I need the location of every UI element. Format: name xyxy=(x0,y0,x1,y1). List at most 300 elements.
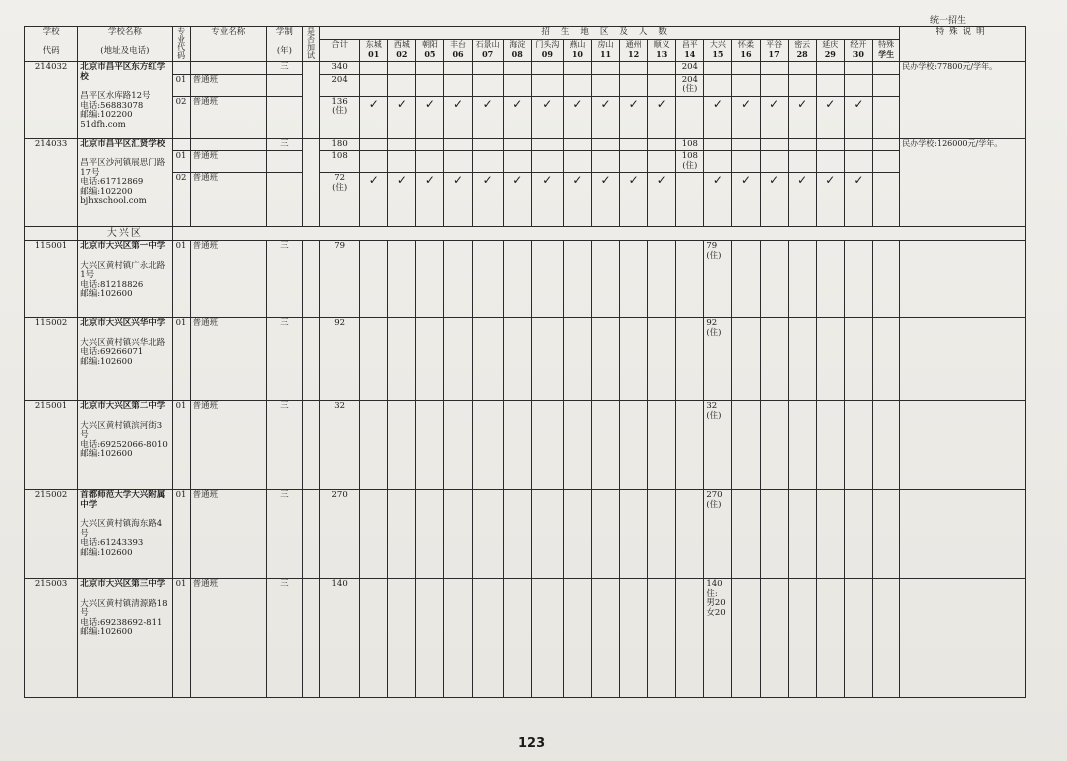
region-check-mark: ✓ xyxy=(788,96,816,138)
region-header xyxy=(648,40,676,62)
region-cell xyxy=(676,490,704,579)
region-cell xyxy=(503,151,531,173)
region-cell xyxy=(360,151,388,173)
count-value: 140 xyxy=(706,579,723,590)
region-cell xyxy=(844,138,872,151)
region-check-mark: ✓ xyxy=(531,173,563,227)
region-name: 海淀 xyxy=(509,40,526,50)
region-cell xyxy=(760,318,788,401)
school-web: 51dfh.com xyxy=(80,119,126,130)
region-cell xyxy=(816,241,844,318)
school-code: 215001 xyxy=(25,401,78,490)
table-row xyxy=(25,241,1026,318)
region-cell xyxy=(788,62,816,75)
school-code: 214032 xyxy=(25,62,78,139)
region-cell xyxy=(732,490,760,579)
region-check-mark: ✓ xyxy=(444,96,472,138)
school-postal: 邮编:102600 xyxy=(80,356,133,367)
region-cell xyxy=(872,401,899,490)
region-cell xyxy=(648,401,676,490)
region-header xyxy=(788,40,816,62)
region-cell xyxy=(732,74,760,96)
school-info xyxy=(78,490,172,579)
region-cell xyxy=(503,579,531,698)
region-count-changping: 108 xyxy=(676,138,704,151)
table-body xyxy=(25,27,1026,698)
region-name: 西城 xyxy=(393,40,410,50)
region-count-daxing xyxy=(704,241,732,318)
region-count-changping: 204 xyxy=(676,62,704,75)
region-cell xyxy=(444,138,472,151)
duration: 三 xyxy=(266,490,302,579)
region-code: 02 xyxy=(396,49,408,60)
major-name: 普通班 xyxy=(190,318,266,401)
region-header xyxy=(416,40,444,62)
region-name: 门头沟 xyxy=(535,40,560,50)
region-count-daxing xyxy=(704,579,732,698)
region-cell xyxy=(620,579,648,698)
duration-empty xyxy=(266,74,302,96)
region-cell xyxy=(531,62,563,75)
region-cell xyxy=(788,138,816,151)
region-cell xyxy=(388,401,416,490)
header-duration: 学制 (年) xyxy=(266,27,302,62)
region-cell xyxy=(816,579,844,698)
table-row xyxy=(25,173,1026,227)
region-cell xyxy=(704,151,732,173)
region-check-mark: ✓ xyxy=(816,173,844,227)
boarding-tag: (住) xyxy=(706,327,722,338)
header-row-1 xyxy=(25,27,1026,40)
school-address: 昌平区水库路12号 xyxy=(80,91,151,102)
major-name: 普通班 xyxy=(190,96,266,138)
region-cell xyxy=(676,318,704,401)
region-cell xyxy=(531,490,563,579)
region-cell xyxy=(503,490,531,579)
region-cell xyxy=(760,151,788,173)
major-code: 01 xyxy=(172,74,190,96)
school-name: 北京市大兴区第一中学 xyxy=(80,241,166,252)
school-address-block xyxy=(80,92,169,130)
total-value: 204 xyxy=(331,74,348,85)
school-web: bjhxschool.com xyxy=(80,196,147,207)
region-check-mark: ✓ xyxy=(591,173,619,227)
region-cell xyxy=(388,151,416,173)
page-number: 123 xyxy=(518,736,546,751)
region-cell xyxy=(416,151,444,173)
region-cell xyxy=(591,241,619,318)
school-address-block xyxy=(80,600,169,638)
region-cell xyxy=(472,138,503,151)
region-code: 07 xyxy=(482,49,494,60)
region-cell xyxy=(704,138,732,151)
table-row xyxy=(25,62,1026,75)
boarding-tag: (住) xyxy=(706,499,722,510)
region-cell xyxy=(620,151,648,173)
school-phone: 电话:69266071 xyxy=(80,347,144,358)
table-row xyxy=(25,318,1026,401)
region-cell xyxy=(844,490,872,579)
region-cell xyxy=(760,74,788,96)
major-name-empty xyxy=(190,138,266,151)
total: 180 xyxy=(320,138,360,151)
region-cell xyxy=(648,74,676,96)
major-code: 01 xyxy=(172,318,190,401)
region-cell xyxy=(416,318,444,401)
region-code: 学生 xyxy=(878,49,895,60)
school-name: 北京市昌平区汇贤学校 xyxy=(80,138,166,149)
school-info xyxy=(78,579,172,698)
corner-note: 统一招生 xyxy=(930,16,967,26)
region-check-mark: ✓ xyxy=(732,173,760,227)
school-postal: 邮编:102600 xyxy=(80,449,133,460)
region-cell xyxy=(591,401,619,490)
region-cell xyxy=(444,151,472,173)
region-cell xyxy=(732,62,760,75)
region-cell xyxy=(844,401,872,490)
school-address: 大兴区黄村镇滨河街3号 xyxy=(80,420,163,441)
region-header xyxy=(360,40,388,62)
total-value: 72 xyxy=(334,173,346,184)
major-code: 01 xyxy=(172,241,190,318)
region-check-mark: ✓ xyxy=(760,96,788,138)
region-cell xyxy=(844,74,872,96)
region-cell xyxy=(844,62,872,75)
region-cell xyxy=(444,62,472,75)
region-name: 石景山 xyxy=(475,40,500,50)
region-check-mark: ✓ xyxy=(591,96,619,138)
region-cell xyxy=(648,151,676,173)
school-info xyxy=(78,318,172,401)
region-check-mark: ✓ xyxy=(563,173,591,227)
count-value: 92 xyxy=(706,318,718,329)
region-cell xyxy=(444,490,472,579)
region-check-mark: ✓ xyxy=(360,173,388,227)
region-code: 12 xyxy=(628,49,640,60)
table-row xyxy=(25,138,1026,151)
region-header xyxy=(472,40,503,62)
region-cell xyxy=(872,62,899,75)
region-cell xyxy=(503,401,531,490)
total: 92 xyxy=(320,318,360,401)
boarding-tag: (住) xyxy=(332,182,348,193)
region-check-mark: ✓ xyxy=(416,96,444,138)
header-school-name: 学校名称 (地址及电话) xyxy=(78,27,172,62)
region-header xyxy=(844,40,872,62)
region-cell xyxy=(444,74,472,96)
special-note-empty xyxy=(900,318,1026,401)
region-cell xyxy=(563,318,591,401)
header-extra-exam: 是否加试 xyxy=(303,27,320,62)
table-row xyxy=(25,151,1026,173)
region-cell xyxy=(472,241,503,318)
region-check-mark: ✓ xyxy=(563,96,591,138)
total xyxy=(320,74,360,96)
region-name: 东城 xyxy=(365,40,382,50)
enrollment-table xyxy=(24,26,1026,698)
region-check-mark: ✓ xyxy=(503,96,531,138)
special-note-empty xyxy=(900,490,1026,579)
region-cell xyxy=(872,151,899,173)
region-cell xyxy=(788,401,816,490)
region-name: 密云 xyxy=(794,40,811,50)
region-cell xyxy=(563,151,591,173)
duration: 三 xyxy=(266,579,302,698)
male-count: 男20 xyxy=(706,598,726,609)
region-cell xyxy=(648,138,676,151)
school-code: 215003 xyxy=(25,579,78,698)
total-value: 136 xyxy=(331,96,348,107)
major-code-empty xyxy=(172,138,190,151)
region-cell xyxy=(620,241,648,318)
major-code: 01 xyxy=(172,401,190,490)
region-cell xyxy=(360,401,388,490)
region-cell xyxy=(591,74,619,96)
region-cell xyxy=(388,74,416,96)
total: 340 xyxy=(320,62,360,75)
region-check-mark: ✓ xyxy=(360,96,388,138)
region-cell xyxy=(732,579,760,698)
region-cell xyxy=(591,490,619,579)
region-cell xyxy=(503,74,531,96)
region-cell xyxy=(760,138,788,151)
duration: 三 xyxy=(266,318,302,401)
region-cell xyxy=(591,579,619,698)
region-code: 30 xyxy=(852,49,864,60)
school-address: 大兴区黄村镇海东路4号 xyxy=(80,519,163,539)
region-cell xyxy=(531,74,563,96)
major-name: 普通班 xyxy=(190,241,266,318)
count-value: 108 xyxy=(681,151,698,162)
region-cell xyxy=(360,138,388,151)
region-cell xyxy=(788,241,816,318)
region-cell xyxy=(872,138,899,151)
duration-empty xyxy=(266,151,302,173)
region-cell xyxy=(872,173,899,227)
region-cell xyxy=(444,318,472,401)
region-name: 朝阳 xyxy=(421,40,438,50)
total xyxy=(320,151,360,173)
school-phone: 电话:69238692-811 xyxy=(80,617,163,628)
region-cell xyxy=(591,318,619,401)
region-cell xyxy=(788,318,816,401)
region-cell xyxy=(531,241,563,318)
region-cell xyxy=(872,74,899,96)
region-check-mark: ✓ xyxy=(648,96,676,138)
region-check-mark: ✓ xyxy=(531,96,563,138)
extra-exam xyxy=(303,318,320,401)
region-cell xyxy=(760,401,788,490)
region-cell xyxy=(676,241,704,318)
region-check-mark: ✓ xyxy=(472,96,503,138)
region-header xyxy=(503,40,531,62)
region-cell xyxy=(388,318,416,401)
count-value: 32 xyxy=(706,401,718,412)
school-address: 大兴区黄村镇兴华北路 xyxy=(80,337,166,348)
region-cell xyxy=(732,241,760,318)
region-header xyxy=(444,40,472,62)
region-cell xyxy=(620,318,648,401)
region-cell xyxy=(416,138,444,151)
region-count-daxing xyxy=(704,401,732,490)
region-cell xyxy=(648,490,676,579)
school-phone: 电话:56883078 xyxy=(80,100,144,111)
region-cell xyxy=(620,490,648,579)
total-value: 108 xyxy=(331,151,348,162)
school-name: 北京市大兴区兴华中学 xyxy=(80,318,166,329)
region-cell xyxy=(788,151,816,173)
region-cell xyxy=(844,579,872,698)
region-cell xyxy=(816,401,844,490)
school-postal: 邮编:102600 xyxy=(80,547,133,558)
region-cell xyxy=(416,74,444,96)
extra-exam xyxy=(303,490,320,579)
region-cell xyxy=(648,318,676,401)
major-code: 01 xyxy=(172,579,190,698)
special-note-empty xyxy=(900,401,1026,490)
region-cell xyxy=(531,401,563,490)
region-cell xyxy=(531,318,563,401)
major-name: 普通班 xyxy=(190,490,266,579)
table-row xyxy=(25,490,1026,579)
region-code: 15 xyxy=(712,49,724,60)
region-cell xyxy=(816,62,844,75)
header-region-group: 招生地区及人数 xyxy=(320,27,900,40)
region-cell xyxy=(360,62,388,75)
region-name: 延庆 xyxy=(822,40,839,50)
region-header xyxy=(872,40,899,62)
district-label: 大兴区 xyxy=(78,227,172,241)
school-postal: 邮编:102600 xyxy=(80,289,133,300)
count-value: 270 xyxy=(706,490,723,501)
school-code: 115002 xyxy=(25,318,78,401)
school-postal: 邮编:102200 xyxy=(80,110,133,121)
district-row xyxy=(25,227,1026,241)
region-code: 09 xyxy=(541,49,553,60)
school-name: 北京市大兴区第三中学 xyxy=(80,579,166,590)
region-cell xyxy=(472,151,503,173)
region-cell xyxy=(760,490,788,579)
total: 79 xyxy=(320,241,360,318)
duration-empty xyxy=(266,96,302,138)
region-cell xyxy=(472,401,503,490)
female-count: 女20 xyxy=(706,607,726,618)
region-header xyxy=(563,40,591,62)
major-name: 普通班 xyxy=(190,173,266,227)
region-cell xyxy=(816,151,844,173)
region-cell xyxy=(732,138,760,151)
major-name-empty xyxy=(190,62,266,75)
school-phone: 电话:81218826 xyxy=(80,279,144,290)
region-name: 房山 xyxy=(597,40,614,50)
extra-exam xyxy=(303,579,320,698)
region-cell xyxy=(531,138,563,151)
total: 32 xyxy=(320,401,360,490)
special-note: 民办学校:77800元/学年。 xyxy=(900,62,1026,139)
region-cell xyxy=(360,74,388,96)
region-cell xyxy=(472,579,503,698)
school-phone: 电话:69252066-8010 xyxy=(80,439,168,450)
region-cell xyxy=(872,96,899,138)
region-cell xyxy=(591,151,619,173)
region-cell xyxy=(416,490,444,579)
school-address-block xyxy=(80,159,169,207)
region-check-mark: ✓ xyxy=(388,96,416,138)
district-rest-empty xyxy=(172,227,1025,241)
major-code: 01 xyxy=(172,490,190,579)
count-value: 79 xyxy=(706,241,718,252)
region-name: 怀柔 xyxy=(738,40,754,50)
special-note: 民办学校:126000元/学年。 xyxy=(900,138,1026,227)
region-code: 05 xyxy=(424,49,436,60)
region-name: 燕山 xyxy=(569,40,586,50)
region-cell xyxy=(620,62,648,75)
region-cell xyxy=(788,74,816,96)
region-cell xyxy=(872,579,899,698)
region-check-mark: ✓ xyxy=(388,173,416,227)
region-cell xyxy=(844,241,872,318)
region-name: 经开 xyxy=(850,40,867,50)
region-check-mark: ✓ xyxy=(620,173,648,227)
extra-exam xyxy=(303,62,320,139)
region-cell xyxy=(416,241,444,318)
region-code: 10 xyxy=(571,49,583,60)
region-check-mark: ✓ xyxy=(472,173,503,227)
region-cell xyxy=(676,96,704,138)
region-check-mark: ✓ xyxy=(503,173,531,227)
region-name: 特殊 xyxy=(878,40,895,50)
region-cell xyxy=(563,579,591,698)
region-header xyxy=(704,40,732,62)
region-name: 通州 xyxy=(625,40,642,50)
school-info xyxy=(78,138,172,227)
region-cell xyxy=(531,579,563,698)
region-cell xyxy=(816,138,844,151)
duration: 三 xyxy=(266,62,302,75)
school-info xyxy=(78,241,172,318)
region-cell xyxy=(676,401,704,490)
region-header xyxy=(760,40,788,62)
region-check-mark: ✓ xyxy=(788,173,816,227)
school-postal: 邮编:102600 xyxy=(80,627,133,638)
region-cell xyxy=(620,74,648,96)
school-name: 北京市昌平区东方红学校 xyxy=(80,62,166,82)
region-cell xyxy=(503,138,531,151)
region-cell xyxy=(360,241,388,318)
extra-exam xyxy=(303,401,320,490)
school-info xyxy=(78,401,172,490)
district-left-empty xyxy=(25,227,78,241)
special-note-empty xyxy=(900,579,1026,698)
total: 140 xyxy=(320,579,360,698)
region-count-daxing xyxy=(704,490,732,579)
school-address: 大兴区黄村镇广永北路1号 xyxy=(80,260,166,281)
region-name: 丰台 xyxy=(450,40,467,50)
header-major-name: 专业名称 xyxy=(190,27,266,62)
region-cell xyxy=(760,62,788,75)
region-header xyxy=(732,40,760,62)
region-cell xyxy=(472,62,503,75)
school-address-block xyxy=(80,339,169,368)
region-cell xyxy=(872,490,899,579)
region-cell xyxy=(444,401,472,490)
region-count-daxing xyxy=(704,318,732,401)
boarding-tag: (住) xyxy=(682,84,698,95)
region-cell xyxy=(472,318,503,401)
region-cell xyxy=(360,579,388,698)
region-check-mark: ✓ xyxy=(648,173,676,227)
total xyxy=(320,173,360,227)
